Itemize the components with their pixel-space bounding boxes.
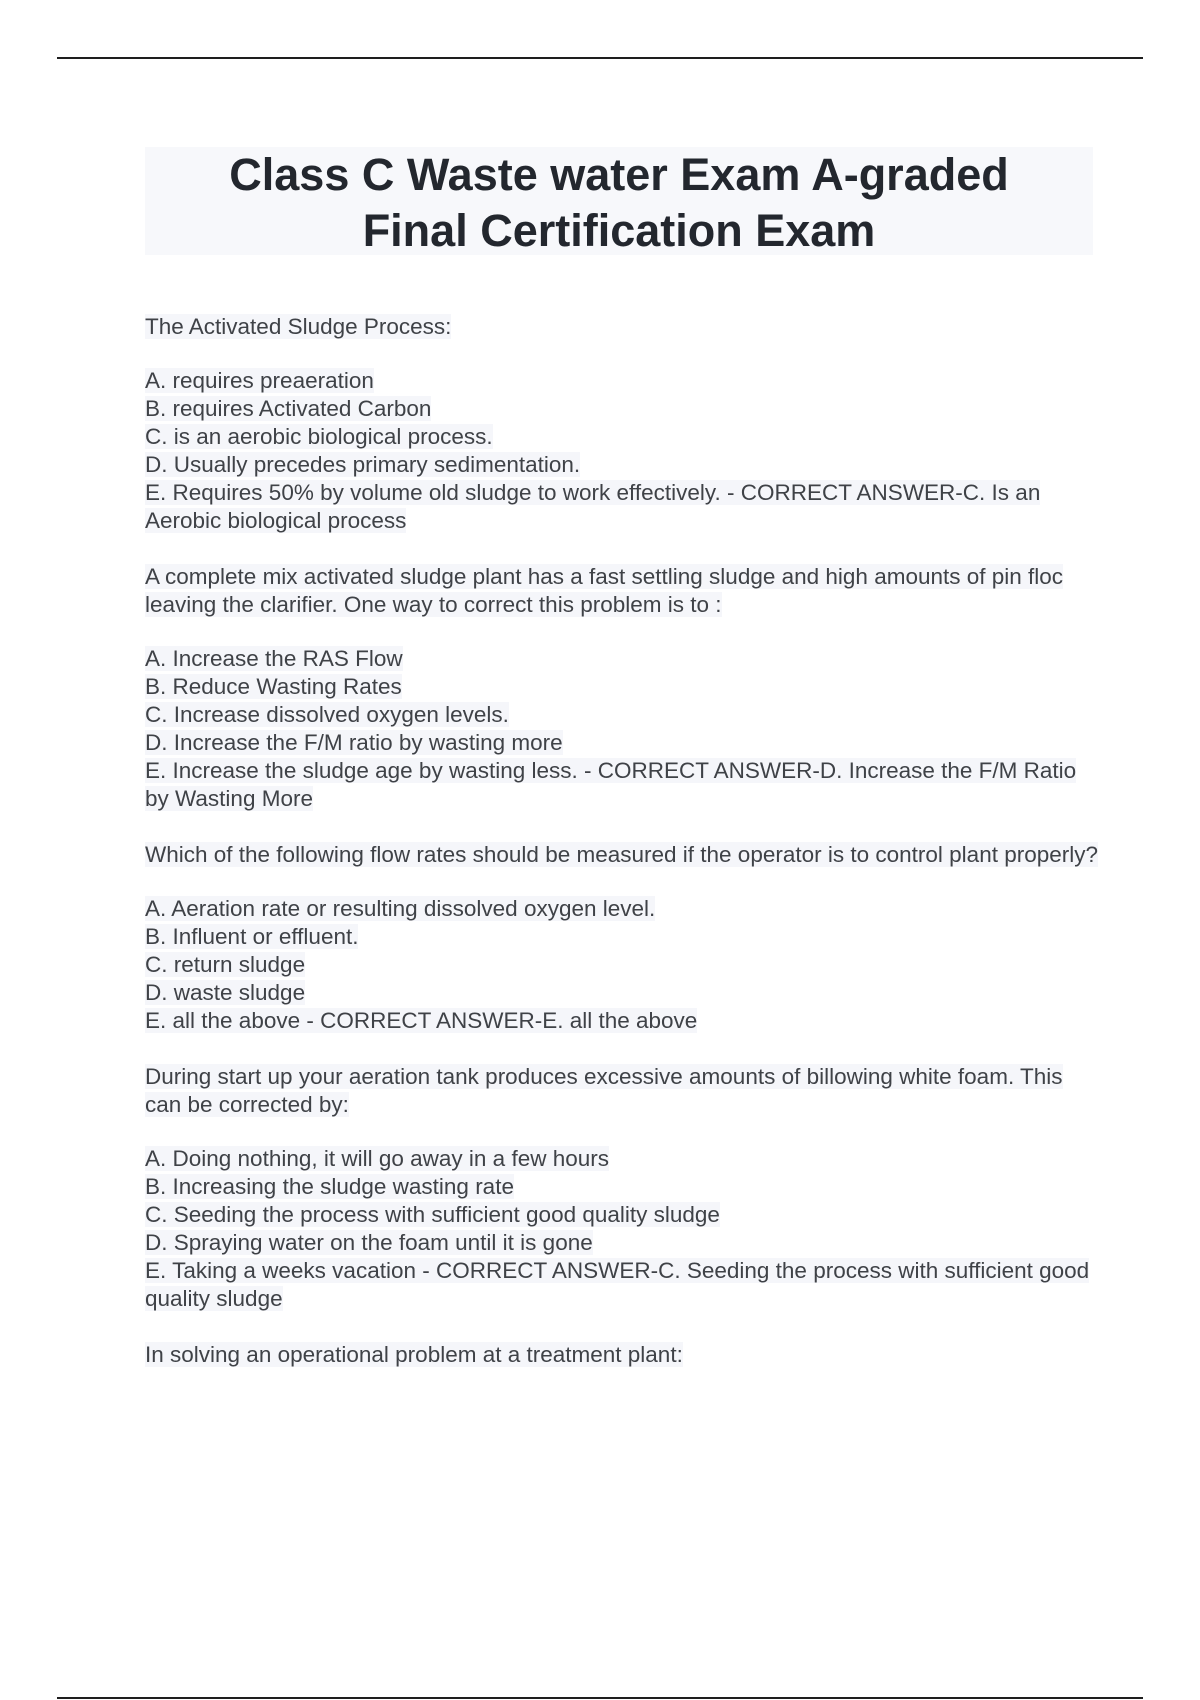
option-e-with-answer: E. Taking a weeks vacation - CORRECT ANSWER-C. Seeding the process with sufficient good quality sludge [145,1258,1090,1311]
question-text: A complete mix activated sludge plant has a fast settling sludge and high amounts of pin floc leaving the clarifier. One way to correct this problem is to : [145,564,1064,617]
top-rule [57,57,1143,59]
option-d: D. Spraying water on the foam until it is gone [145,1230,593,1255]
option-b: B. Reduce Wasting Rates [145,674,402,699]
option-c: C. is an aerobic biological process. [145,424,493,449]
question-text: Which of the following flow rates should be measured if the operator is to control plant properly? [145,842,1099,867]
question-block-4 [145,1063,1105,1313]
answer-options [145,645,1105,813]
option-e-with-answer: E. all the above - CORRECT ANSWER-E. all the above [145,1008,698,1033]
bottom-rule [57,1697,1143,1699]
option-b: B. Influent or effluent. [145,924,359,949]
question-block-2 [145,563,1105,813]
option-c: C. Increase dissolved oxygen levels. [145,702,509,727]
option-d: D. Usually precedes primary sedimentation. [145,452,581,477]
document-title-line-1: Class C Waste water Exam A-graded [229,149,1009,200]
question-text: During start up your aeration tank produces excessive amounts of billowing white foam. This can be corrected by: [145,1064,1063,1117]
option-a: A. Increase the RAS Flow [145,646,403,671]
option-a: A. Doing nothing, it will go away in a few hours [145,1146,609,1171]
answer-options [145,1145,1105,1313]
option-b: B. requires Activated Carbon [145,396,432,421]
question-text: The Activated Sludge Process: [145,314,452,339]
document-title-line-2: Final Certification Exam [362,205,876,256]
option-e-with-answer: E. Requires 50% by volume old sludge to work effectively. - CORRECT ANSWER-C. Is an Aerobic biological process [145,480,1041,533]
option-a: A. Aeration rate or resulting dissolved oxygen level. [145,896,656,921]
option-d: D. Increase the F/M ratio by wasting more [145,730,563,755]
answer-options [145,367,1105,535]
question-text: In solving an operational problem at a treatment plant: [145,1342,683,1367]
option-c: C. Seeding the process with sufficient good quality sludge [145,1202,720,1227]
option-a: A. requires preaeration [145,368,374,393]
option-c: C. return sludge [145,952,306,977]
title-banner [145,147,1093,255]
option-d: D. waste sludge [145,980,306,1005]
exam-content [145,313,1105,1397]
option-b: B. Increasing the sludge wasting rate [145,1174,514,1199]
question-block-1 [145,313,1105,535]
option-e-with-answer: E. Increase the sludge age by wasting less. - CORRECT ANSWER-D. Increase the F/M Ratio by Wasting More [145,758,1077,811]
question-block-5 [145,1341,1105,1369]
question-block-3 [145,841,1105,1035]
answer-options [145,895,1105,1035]
